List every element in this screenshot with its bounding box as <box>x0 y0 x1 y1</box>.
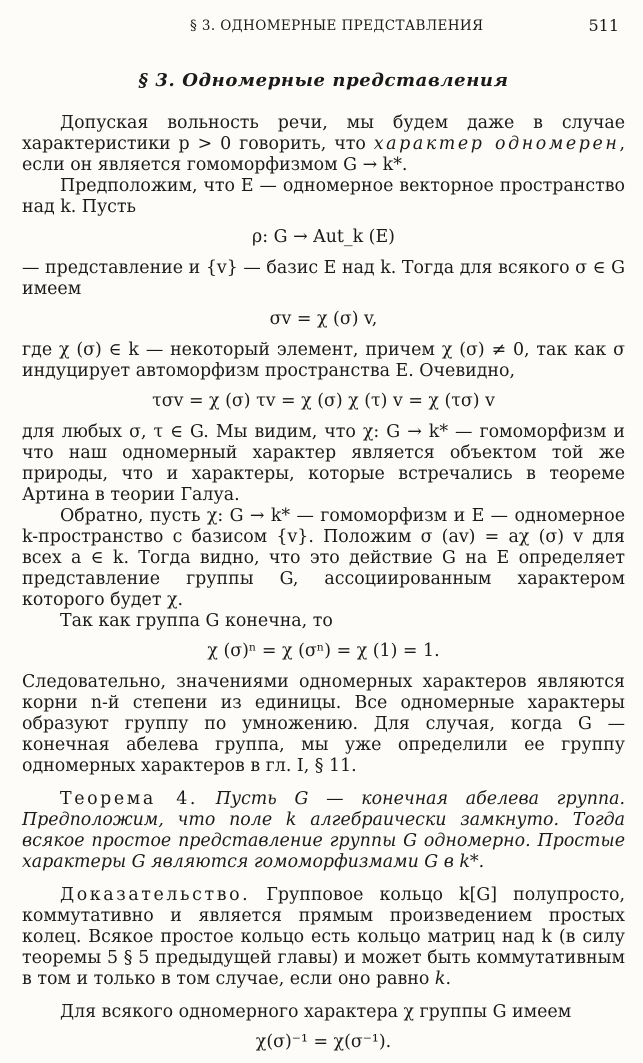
formula-roots-of-unity: χ (σ)ⁿ = χ (σⁿ) = χ (1) = 1. <box>207 641 440 661</box>
paragraph-7: Так как группа G конечна, то <box>60 611 333 631</box>
running-head <box>22 12 625 36</box>
theorem-text: Пусть G — конечная абелева группа. Предположим, что поле k алгебраически замкнуто. Тогда всякое простое представление группы G одномерно. Простые характеры G являются гомоморфизмами G в k*. <box>22 789 625 872</box>
section-title: § 3. Одномерные представления <box>138 70 509 91</box>
formula-inverse: χ(σ)⁻¹ = χ(σ⁻¹). <box>255 1032 392 1052</box>
paragraph-1 <box>22 113 625 176</box>
paragraph-2: Предположим, что E — одномерное векторное пространство над k. Пусть <box>22 176 625 217</box>
paragraph-1-text-b: , если он является гомоморфизмом G → k*. <box>22 134 625 175</box>
spacer <box>22 777 625 789</box>
paragraph-1-text-a: Допуская вольность речи, мы будем даже в случае характеристики p > 0 говорить, что <box>22 113 625 154</box>
paragraph-6: Обратно, пусть χ: G → k* — гомоморфизм и E — одномерное k-пространство с базисом {v}. Положим σ (av) = aχ (σ) v для всех a ∈ k. Тогда видно, что это действие G на E определяет представление группы G, ассоциированным характером которого будет χ. <box>22 506 625 610</box>
formula-representation: ρ: G → Aut_k (E) <box>252 227 395 247</box>
proof-text-a: Групповое кольцо k[G] полупросто, коммутативно и является прямым произведением простых колец. Всякое простое кольцо есть кольцо матриц над k (в силу теоремы 5 § 5 предыдущей главы) и может быть коммутативным в том и только в том случае, если оно равно <box>22 885 625 989</box>
proof-text-b: . <box>445 969 451 989</box>
paragraph-5: для любых σ, τ ∈ G. Мы видим, что χ: G → k* — гомоморфизм и что наш одномерный характер является объектом той же природы, что и характеры, которые встречались в теореме Артина в теории Галуа. <box>22 422 625 505</box>
paragraph-8: Следовательно, значениями одномерных характеров являются корни n-й степени из единицы. Все одномерные характеры образуют группу по умножению. Для случая, когда G — конечная абелева группа, мы уже определили ее группу одномерных характеров в гл. I, § 11. <box>22 672 625 776</box>
proof-label: Доказательство. <box>60 885 251 905</box>
formula-homomorphism: τσv = χ (σ) τv = χ (σ) χ (τ) v = χ (τσ) v <box>152 391 495 411</box>
proof <box>22 885 625 990</box>
theorem-label: Теорема 4. <box>60 789 199 809</box>
paragraph-4: где χ (σ) ∈ k — некоторый элемент, причем χ (σ) ≠ 0, так как σ индуцирует автоморфизм пространства E. Очевидно, <box>22 340 625 381</box>
page-number: 511 <box>588 16 619 35</box>
theorem-4 <box>22 789 625 873</box>
paragraph-9: Для всякого одномерного характера χ группы G имеем <box>60 1002 572 1022</box>
paragraph-1-emphasis: характер одномерен <box>373 134 620 154</box>
proof-emphasis: k <box>434 969 446 989</box>
paragraph-3: — представление и {v} — базис E над k. Тогда для всякого σ ∈ G имеем <box>22 258 625 299</box>
running-head-title: § 3. ОДНОМЕРНЫЕ ПРЕДСТАВЛЕНИЯ <box>190 18 484 34</box>
spacer <box>22 990 625 1002</box>
spacer <box>22 873 625 885</box>
page-content <box>22 70 625 1063</box>
formula-action: σv = χ (σ) v, <box>269 309 378 329</box>
